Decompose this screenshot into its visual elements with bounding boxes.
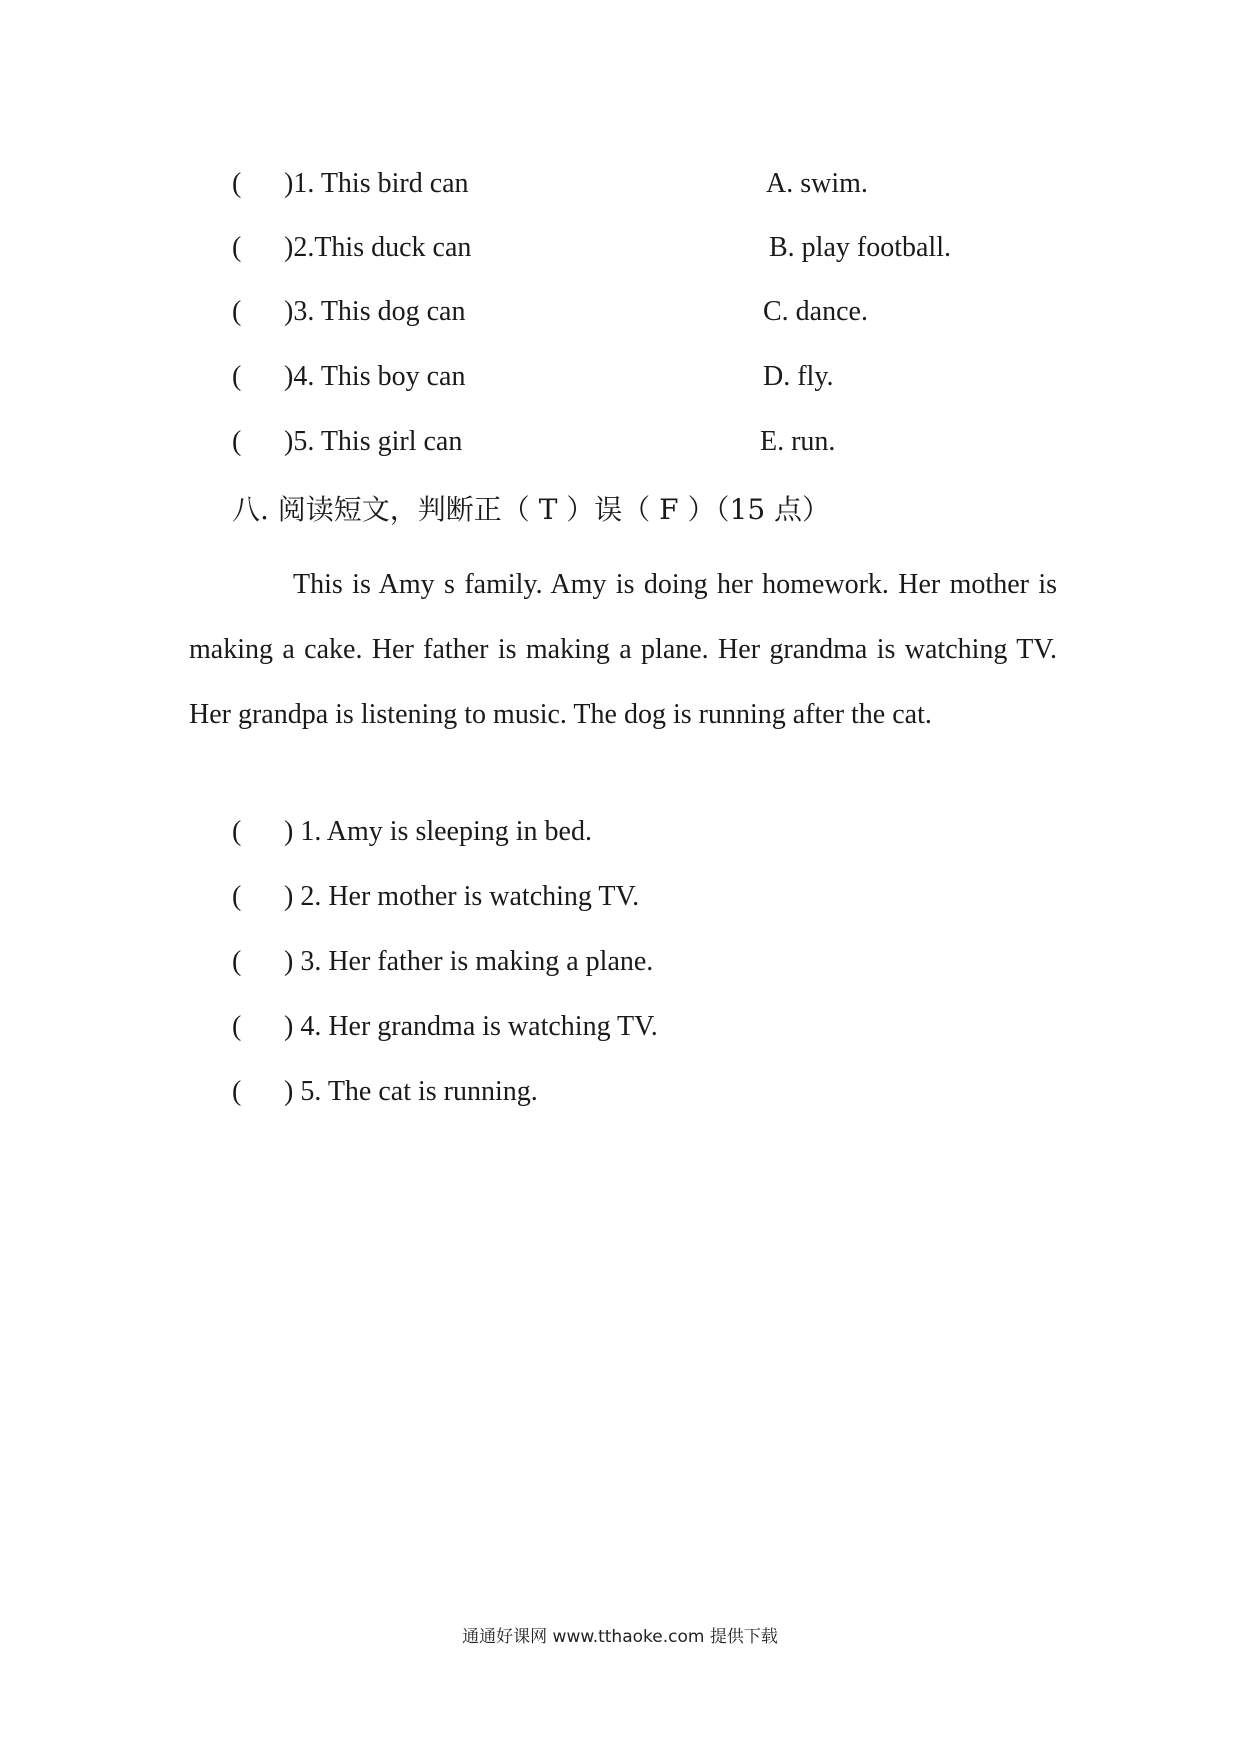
matching-item — [232, 164, 1032, 204]
answer-blank[interactable]: ( — [232, 881, 242, 912]
matching-item — [232, 422, 1032, 462]
matching-option: C. dance. — [763, 296, 868, 327]
matching-option: A. swim. — [766, 168, 868, 199]
tf-question — [232, 1072, 1032, 1112]
question-text: ) 5. The cat is running. — [284, 1076, 538, 1107]
matching-option: D. fly. — [763, 361, 834, 392]
answer-blank[interactable]: ( — [232, 361, 242, 392]
answer-blank[interactable]: ( — [232, 232, 242, 263]
answer-blank[interactable]: ( — [232, 296, 242, 327]
matching-option: E. run. — [760, 426, 836, 457]
matching-stem: )5. This girl can — [284, 426, 463, 457]
matching-item — [232, 357, 1032, 397]
reading-passage: This is Amy s family. Amy is doing her homework. Her mother is making a cake. Her father is making a plane. Her grandma is watching TV. Her grandpa is listening to music. The dog is running after the cat. — [189, 569, 1057, 730]
answer-blank[interactable]: ( — [232, 168, 242, 199]
question-text: ) 4. Her grandma is watching TV. — [284, 1011, 658, 1042]
answer-blank[interactable]: ( — [232, 426, 242, 457]
matching-item — [232, 292, 1032, 332]
matching-stem: )4. This boy can — [284, 361, 466, 392]
tf-question — [232, 812, 1032, 852]
question-text: ) 1. Amy is sleeping in bed. — [284, 816, 592, 847]
page-footer: 通通好课网 www.tthaoke.com 提供下载 — [462, 1627, 778, 1647]
answer-blank[interactable]: ( — [232, 1011, 242, 1042]
matching-stem: )1. This bird can — [284, 168, 469, 199]
matching-stem: )2.This duck can — [284, 232, 472, 263]
answer-blank[interactable]: ( — [232, 816, 242, 847]
matching-option: B. play football. — [769, 232, 951, 263]
question-text: ) 2. Her mother is watching TV. — [284, 881, 640, 912]
answer-blank[interactable]: ( — [232, 946, 242, 977]
section-heading: 八. 阅读短文，判断正（ T ）误（ F ）（15 点） — [232, 493, 831, 526]
matching-stem: )3. This dog can — [284, 296, 466, 327]
answer-blank[interactable]: ( — [232, 1076, 242, 1107]
matching-item — [232, 228, 1032, 268]
tf-question — [232, 1007, 1032, 1047]
tf-question — [232, 877, 1032, 917]
question-text: ) 3. Her father is making a plane. — [284, 946, 654, 977]
tf-question — [232, 942, 1032, 982]
